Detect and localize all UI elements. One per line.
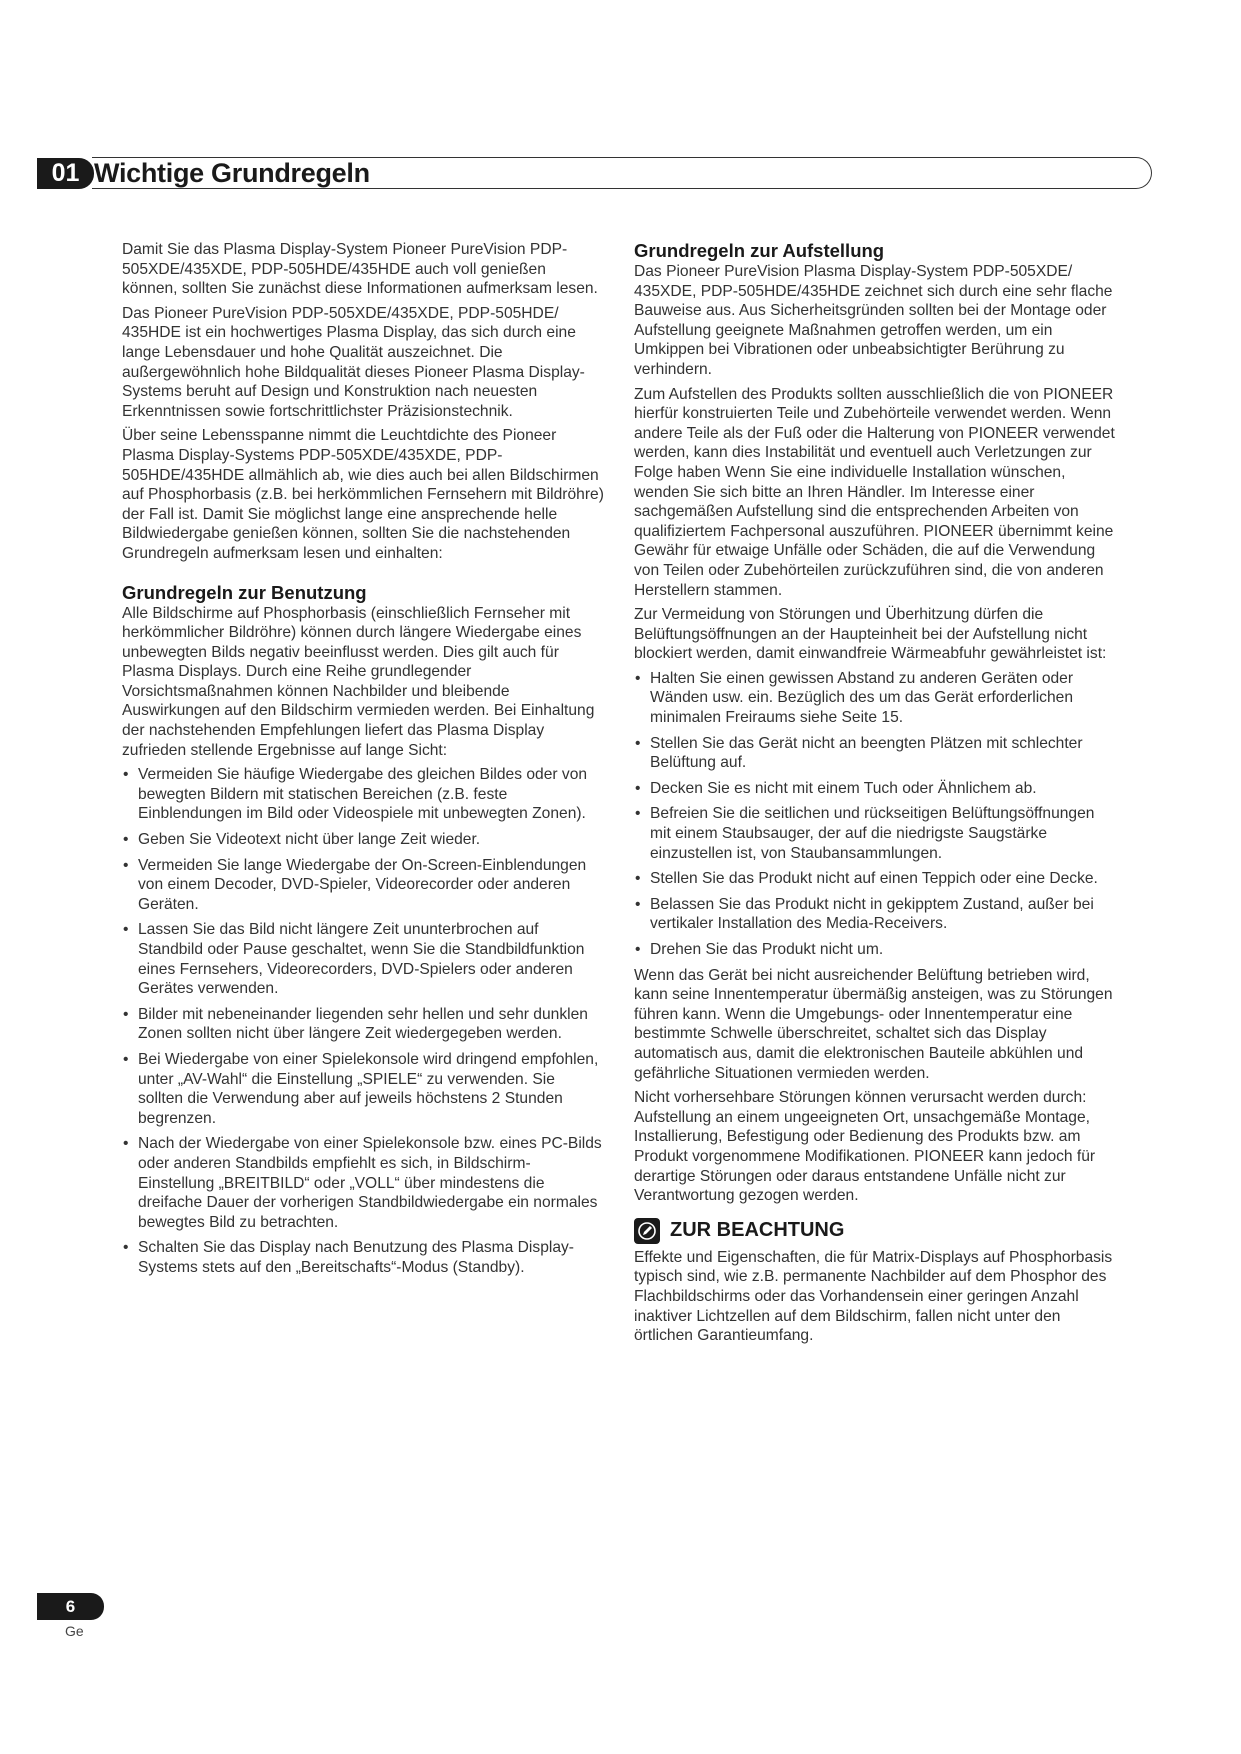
intro-paragraph: Über seine Lebensspanne nimmt die Leuchtdichte des Pioneer Plasma Display-Systems PDP-505XDE/435XDE, PDP-505HDE/435HDE allmählich ab, wie dies auch bei allen Bildschirmen auf Phosphorbasis (z.B. bei herkömmlichen Fernsehern mit Bildröhre) der Fall ist. Damit Sie möglichst lange eine ansprechende helle Bildwiedergabe genießen können, sollten Sie die nachstehenden Grundregeln aufmerksam lesen und einhalten: [122,427,604,562]
list-item: • Stellen Sie das Produkt nicht auf einen Teppich oder eine Decke. [634,869,1116,889]
note-title: ZUR BEACHTUNG [670,1218,845,1241]
list-item: • Stellen Sie das Gerät nicht an beengten Plätzen mit schlechter Belüftung auf. [634,734,1116,773]
list-item: • Vermeiden Sie lange Wiedergabe der On-Screen-Einblendungen von einem Decoder, DVD-Spieler, Videorecorder oder anderen Geräten. [122,856,604,915]
list-item: • Vermeiden Sie häufige Wiedergabe des gleichen Bildes oder von bewegten Bildern mit statischen Bereichen (z.B. feste Einblendungen im Bild oder Videospiele mit unbewegten Zonen). [122,765,604,824]
chapter-number: 01 [37,158,94,189]
list-item: • Drehen Sie das Produkt nicht um. [634,940,1116,960]
intro-paragraph: Das Pioneer PureVision PDP-505XDE/435XDE, PDP-505HDE/ 435HDE ist ein hochwertiges Plasma Display, das sich durch eine lange Lebensdauer und hohe Qualität auszeichnet. Die außergewöhnlich hohe Bildqualität dieses Pioneer Plasma Display-Systems beruht auf Design und Konstruktion nach neuesten Erkenntnissen sowie fortschrittlichster Präzisionstechnik. [122,304,585,420]
list-item: • Geben Sie Videotext nicht über lange Zeit wieder. [122,830,604,850]
list-item: • Bei Wiedergabe von einer Spielekonsole wird dringend empfohlen, unter „AV-Wahl“ die Einstellung „SPIELE“ zu verwenden. Sie sollten die Verwendung aber auf jeweils höchstens 2 Stunden begrenzen. [122,1050,604,1128]
intro-paragraph: Damit Sie das Plasma Display-System Pioneer PureVision PDP-505XDE/435XDE, PDP-505HDE/435HDE auch voll genießen können, sollten Sie zunächst diese Informationen aufmerksam lesen. [122,241,598,298]
right-column [634,240,1116,1351]
setup-paragraph: Das Pioneer PureVision Plasma Display-System PDP-505XDE/ 435XDE, PDP-505HDE/435HDE zeichnet sich durch eine sehr flache Bauweise aus. Aus Sicherheitsgründen sollten bei der Montage oder Aufstellung geeignete Maßnahmen getroffen werden, um ein Umkippen bei Vibrationen oder unbeabsichtigter Berührung zu verhindern. [634,263,1113,378]
usage-list [122,765,604,1277]
list-item: • Nach der Wiedergabe von einer Spielekonsole bzw. eines PC-Bilds oder anderen Standbilds empfiehlt es sich, in Bildschirm-Einstellung „BREITBILD“ oder „VOLL“ über mindestens die dreifache Dauer der vorherigen Standbildwiedergabe ein normales bewegtes Bild zu betrachten. [122,1134,604,1232]
usage-heading: Grundregeln zur Benutzung [122,581,367,603]
list-item: • Belassen Sie das Produkt nicht in gekipptem Zustand, außer bei vertikaler Installation des Media-Receivers. [634,895,1116,934]
page-language: Ge [65,1623,84,1639]
note-text: Effekte und Eigenschaften, die für Matrix-Displays auf Phosphorbasis typisch sind, wie z.B. permanente Nachbilder auf dem Phosphor des Flachbildschirms oder das Vorhandensein einer geringen Anzahl inaktiver Lichtzellen auf dem Bildschirm, fallen nicht unter den örtlichen Garantieumfang. [634,1248,1113,1345]
after-paragraph: Wenn das Gerät bei nicht ausreichender Belüftung betrieben wird, kann seine Innentemperatur übermäßig ansteigen, was zu Störungen führen kann. Wenn die Umgebungs- oder Innentemperatur eine bestimmte Schwelle überschreitet, schaltet sich das Display automatisch aus, damit die elektronischen Bauteile abkühlen und gefährliche Situationen vermieden werden. [634,966,1113,1082]
setup-paragraph: Zur Vermeidung von Störungen und Überhitzung dürfen die Belüftungsöffnungen an der Haupteinheit bei der Aufstellung nicht blockiert werden, damit einwandfreie Wärmeabfuhr gewährleistet ist: [634,606,1107,663]
list-item: • Bilder mit nebeneinander liegenden sehr hellen und sehr dunklen Zonen sollten nicht über längere Zeit wiedergegeben werden. [122,1005,604,1044]
list-item: • Decken Sie es nicht mit einem Tuch oder Ähnlichem ab. [634,779,1116,799]
note-pencil-icon [634,1218,660,1244]
chapter-title: Wichtige Grundregeln [94,158,370,188]
list-item: • Schalten Sie das Display nach Benutzung des Plasma Display-Systems stets auf den „Bereitschafts“-Modus (Standby). [122,1238,604,1277]
list-item: • Befreien Sie die seitlichen und rückseitigen Belüftungsöffnungen mit einem Staubsauger, der auf die niedrigste Saugstärke einzustellen ist, von Staubansammlungen. [634,804,1116,863]
page-number: 6 [37,1593,104,1620]
left-column [122,240,604,1284]
note-header [634,1218,1116,1244]
usage-text: Alle Bildschirme auf Phosphorbasis (einschließlich Fernseher mit herkömmlicher Bildröhre) können durch längere Wiedergabe eines unbewegten Bilds negativ beeinflusst werden. Dies gilt auch für Plasma Displays. Durch eine Reihe grundlegender Vorsichtsmaßnahmen können Nachbilder und bleibende Auswirkungen auf den Bildschirm vermieden werden. Bei Einhaltung der nachstehenden Empfehlungen liefert das Plasma Display zufrieden stellende Ergebnisse auf lange Sicht: [122,604,595,759]
list-item: • Lassen Sie das Bild nicht längere Zeit ununterbrochen auf Standbild oder Pause geschaltet, wenn Sie die Standbildfunktion eines Fernsehers, Videorecorders, DVD-Spielers oder anderen Gerätes verwenden. [122,920,604,998]
chapter-header [37,155,1117,191]
list-item: • Halten Sie einen gewissen Abstand zu anderen Geräten oder Wänden usw. ein. Bezüglich des um das Gerät erforderlichen minimalen Freiraums siehe Seite 15. [634,669,1116,728]
setup-heading: Grundregeln zur Aufstellung [634,240,885,261]
setup-list [634,669,1116,960]
setup-paragraph: Zum Aufstellen des Produkts sollten ausschließlich die von PIONEER hierfür konstruierten Teile und Zubehörteile verwendet werden. Wenn andere Teile als der Fuß oder die Halterung von PIONEER verwendet werden, kann dies Instabilität und eventuell auch Verletzungen zur Folge haben Wenn Sie eine individuelle Installation wünschen, wenden Sie sich bitte an Ihren Händler. Im Interesse einer sachgemäßen Aufstellung sind die entsprechenden Arbeiten von qualifiziertem Fachpersonal auszuführen. PIONEER übernimmt keine Gewähr für etwaige Unfälle oder Schäden, die auf die Verwendung von Teilen oder Zubehörteilen zurückzuführen sind, die von anderen Herstellern stammen. [634,385,1115,599]
after-paragraph: Nicht vorhersehbare Störungen können verursacht werden durch: Aufstellung an einem ungeeigneten Ort, unsachgemäße Montage, Installierung, Befestigung oder Bedienung des Produkts bzw. am Produkt vorgenommene Modifikationen. PIONEER kann jedoch für derartige Störungen oder daraus entstandene Unfälle nicht zur Verantwortung gezogen werden. [634,1089,1096,1205]
